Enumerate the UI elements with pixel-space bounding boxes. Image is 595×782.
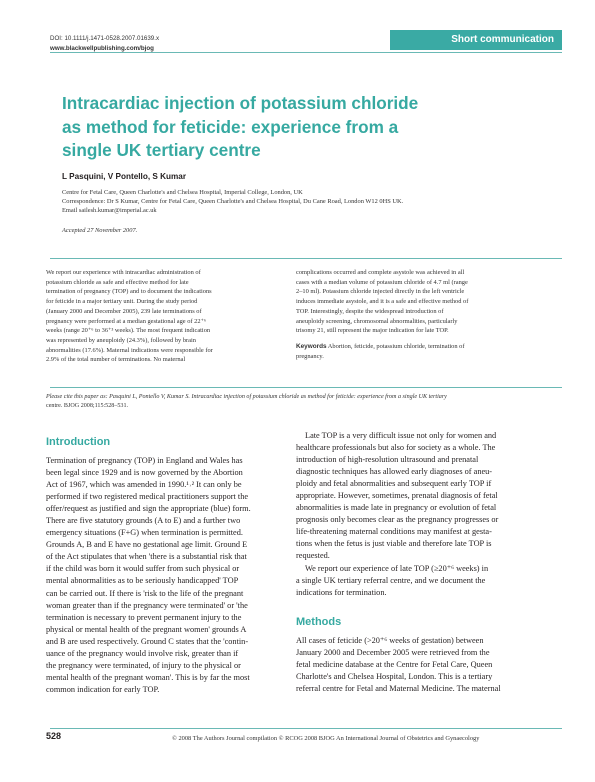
abstract-left-column [46,268,294,365]
body-line: can be carried out. If there is 'risk to the life of the pregnant [46,588,244,598]
section-label: Short communication [451,34,554,45]
abstract-line: was represented by aneuploidy (24.3%), followed by brain [46,336,196,344]
body-line: Act of 1967, which was amended in 1990.¹˒² It can only be [46,480,242,490]
introduction-heading: Introduction [46,436,111,448]
abstract-line: abnormalities (17.6%). Maternal indications were responsible for [46,346,213,354]
body-line: healthcare professionals but also for society as a whole. The [296,443,496,453]
email-line: Email sailesh.kumar@imperial.ac.uk [62,207,157,215]
doi-text: DOI: 10.1111/j.1471-0528.2007.01639.x [50,35,160,42]
body-line: requested. [296,551,330,561]
abstract-line: potassium chloride as safe and effective method for late [46,278,189,286]
footer-rule [50,728,562,729]
body-line: common indication for early TOP. [46,684,160,694]
body-line: ploidy and fetal abnormalities and subsequent early TOP if [296,479,492,489]
introduction-body [46,455,290,696]
body-line: termination is necessary to prevent permanent injury to the [46,612,242,622]
body-line: offer/request as justified and sign the appropriate (blue) form. [46,504,251,514]
title-line: single UK tertiary centre [62,140,261,160]
body-line: indications for termination. [296,587,387,597]
body-line: uance of the pregnancy would involve risk, greater than if [46,648,239,658]
body-line: Grounds A, B and E have no gestational age limit. Ground E [46,540,248,550]
body-line: referral centre for Fetal and Maternal Medicine. The maternal [296,684,501,694]
section-banner [390,30,562,50]
abstract-line: pregnancy were performed at a median gestational age of 22⁺⁶ [46,317,207,325]
body-line: Late TOP is a very difficult issue not only for women and [305,431,497,440]
body-line: tions when the fetus is just viable and therefore late TOP is [296,539,492,549]
methods-heading: Methods [296,616,342,628]
affiliation-block [62,188,542,216]
article-title [62,92,522,163]
header-meta [50,34,159,53]
authors: L Pasquini, V Pontello, S Kumar [62,172,187,181]
body-line: abnormalities is made late in pregnancy or evolution of fetal [296,503,497,513]
abstract-right-column [296,268,558,361]
abstract-line: complications occurred and complete asystole was achieved in all [296,269,465,276]
body-line: the pregnancy were terminated, of injury to the physical or [46,660,241,670]
body-line: There are five statutory grounds (A to E) and a further two [46,516,241,526]
abstract-line: termination of pregnancy (TOP) and to document the indications [46,288,212,296]
body-line: All cases of feticide (>20⁺⁶ weeks of gestation) between [296,636,484,645]
abstract-line: TOP. Interestingly, despite the widespread introduction of [296,307,444,315]
keywords-text: Abortion, feticide, potassium chloride, termination of [327,342,465,350]
abstract-bottom-rule [50,387,562,388]
correspondence-line: Correspondence: Dr S Kumar, Centre for Fetal Care, Queen Charlotte's and Chelsea Hospital, Du Cane Road, London W12 0HS UK. [62,198,404,206]
body-line: of the Act stipulates that when 'there is a substantial risk that [46,552,247,562]
citation-line: Please cite this paper as: Pasquini L, Pontello V, Kumar S. Intracardiac injection of potassium chloride as method for feticide: experience from a single UK tertiary [46,394,447,400]
body-line: performed if two registered medical practitioners support the [46,492,249,502]
body-line: introduction of high-resolution ultrasound and prenatal [296,455,479,465]
abstract-line: 2–10 ml). Potassium chloride injected directly in the left ventricle [296,288,465,296]
body-line: a single UK tertiary referral centre, and we document the [296,575,486,585]
body-line: mental abnormalities as to be seriously handicapped' TOP [46,576,239,586]
body-line: life-threatening maternal conditions may manifest at gesta- [296,527,492,537]
abstract-line: induces immediate asystole, and it is a safe and effective method of [296,298,469,306]
body-line: emergency situations (F+G) when termination is permitted. [46,528,243,538]
title-line: as method for feticide: experience from a [62,116,399,137]
abstract-line: weeks (range 20⁺⁶ to 36⁺³ weeks). The most frequent indication [46,327,211,335]
body-line: physical or mental health of the pregnant women' grounds A [46,624,247,634]
citation-block [46,393,556,411]
abstract-line: trisomy 21, still represent the major indication for late TOP. [296,327,449,335]
keywords [296,342,558,352]
methods-body [296,635,558,695]
right-column-body [296,430,558,599]
footer-copyright: © 2008 The Authors Journal compilation © RCOG 2008 BJOG An International Journal of Obstetrics and Gynaecology [172,735,480,742]
body-line: woman greater than if the pregnancy were terminated' or 'the [46,600,248,610]
body-line: prognosis only becomes clear as the pregnancy progresses or [296,515,499,525]
abstract-line: 2.9% of the total number of terminations. No maternal [46,356,186,364]
accepted-date: Accepted 27 November 2007. [62,227,138,234]
page-number: 528 [46,731,62,741]
keywords-label: Keywords [296,342,327,350]
keywords-text-continued: pregnancy. [296,352,324,360]
body-line: and B are used respectively. Ground C states that the 'contin- [46,636,249,646]
website-link[interactable]: www.blackwellpublishing.com/bjog [50,44,154,52]
body-line: fetal medicine database at the Centre for Fetal Care, Queen [296,660,493,670]
body-line: appropriate. However, sometimes, prenatal diagnosis of fetal [296,491,498,501]
abstract-line: (January 2000 and December 2005), 239 late terminations of [46,307,202,315]
body-line: We report our experience of late TOP (≥20⁺⁶ weeks) in [305,563,489,573]
body-line: mental health of the pregnant woman'. This is by far the most [46,672,250,682]
body-line: diagnostic techniques has allowed early diagnoses of aneu- [296,467,493,477]
abstract-line: for feticide in a major tertiary unit. During the study period [46,298,198,306]
body-line: January 2000 and December 2005 were retrieved from the [296,648,490,658]
abstract-line: cases with a median volume of potassium chloride of 4.7 ml (range [296,278,468,286]
body-line: Termination of pregnancy (TOP) in England and Wales has [46,456,243,465]
abstract-top-rule [50,258,562,259]
abstract-line: We report our experience with intracardiac administration of [46,269,201,276]
abstract-line: aneuploidy screening, chromosomal abnormalities, particularly [296,317,458,325]
header-rule [50,52,562,53]
body-line: Charlotte's and Chelsea Hospital, London. This is a tertiary [296,672,493,682]
body-line: if the child was born it would suffer from such physical or [46,564,240,574]
affiliation-line: Centre for Fetal Care, Queen Charlotte's and Chelsea Hospital, Imperial College, London, UK [62,189,303,196]
citation-line: centre. BJOG 2008;115:528–531. [46,403,129,409]
body-line: been legal since 1929 and is now governed by the Abortion [46,468,243,478]
title-line: Intracardiac injection of potassium chloride [62,93,419,113]
